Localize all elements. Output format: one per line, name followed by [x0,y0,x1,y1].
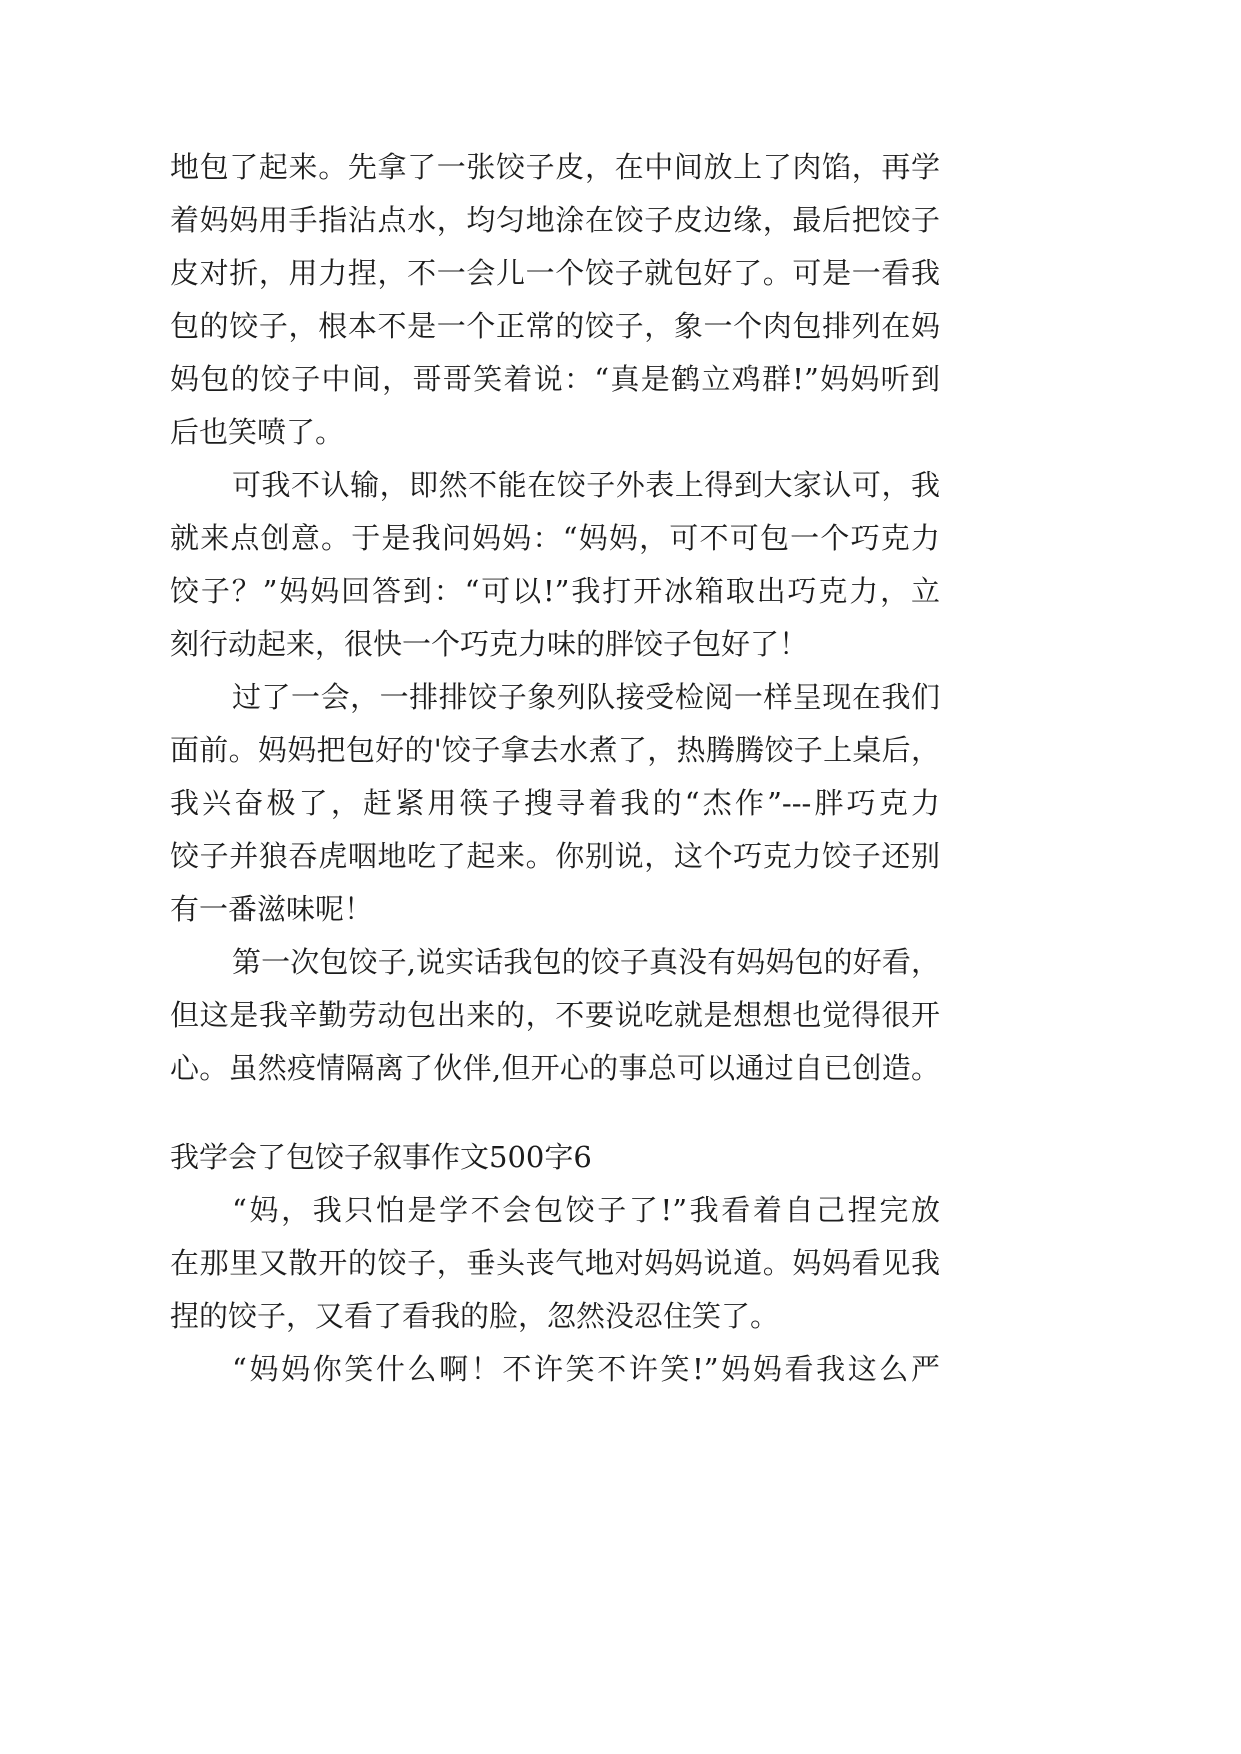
text-line: “妈妈你笑什么啊！不许笑不许笑!”妈妈看我这么严 [232,1352,940,1386]
paragraph [170,459,940,671]
paragraph [170,141,940,459]
text-line: 在那里又散开的饺子，垂头丧气地对妈妈说道。妈妈看见我 [170,1246,940,1280]
text-line: 妈包的饺子中间，哥哥笑着说：“真是鹤立鸡群!”妈妈听到 [170,362,940,396]
section-body [170,1184,940,1396]
text-line: 可我不认输，即然不能在饺子外表上得到大家认可，我 [232,468,940,502]
text-line: 但这是我辛勤劳动包出来的，不要说吃就是想想也觉得很开 [170,998,940,1032]
text-line: 包的饺子，根本不是一个正常的饺子，象一个肉包排列在妈 [170,309,940,343]
text-line: 地包了起来。先拿了一张饺子皮，在中间放上了肉馅，再学 [170,150,940,184]
text-line: 心。虽然疫情隔离了伙伴,但开心的事总可以通过自已创造。 [170,1051,940,1085]
text-line: 第一次包饺子,说实话我包的饺子真没有妈妈包的好看， [232,945,940,979]
text-line: 我兴奋极了，赶紧用筷子搜寻着我的“杰作”---胖巧克力 [170,786,940,820]
paragraph [170,936,940,1095]
text-line: 着妈妈用手指沾点水，均匀地涂在饺子皮边缘，最后把饺子 [170,203,940,237]
text-line: 就来点创意。于是我问妈妈：“妈妈，可不可包一个巧克力 [170,521,940,555]
section-heading: 我学会了包饺子叙事作文500字6 [170,1140,592,1174]
text-line: 捏的饺子，又看了看我的脸，忽然没忍住笑了。 [170,1299,780,1333]
text-line: 有一番滋味呢！ [170,892,374,926]
essay-body [170,141,940,1095]
paragraph [170,671,940,936]
paragraph [170,1343,940,1396]
text-line: 刻行动起来，很快一个巧克力味的胖饺子包好了！ [170,627,809,661]
paragraph [170,1184,940,1343]
text-line: 饺子？”妈妈回答到：“可以!”我打开冰箱取出巧克力，立 [170,574,940,608]
text-line: 面前。妈妈把包好的'饺子拿去水煮了，热腾腾饺子上桌后， [170,733,940,767]
text-line: 皮对折，用力捏，不一会儿一个饺子就包好了。可是一看我 [170,256,940,290]
text-line: “妈，我只怕是学不会包饺子了!”我看着自己捏完放 [232,1193,940,1227]
text-line: 过了一会，一排排饺子象列队接受检阅一样呈现在我们 [232,680,940,714]
text-line: 饺子并狼吞虎咽地吃了起来。你别说，这个巧克力饺子还别 [170,839,940,873]
text-line: 后也笑喷了。 [170,415,345,449]
